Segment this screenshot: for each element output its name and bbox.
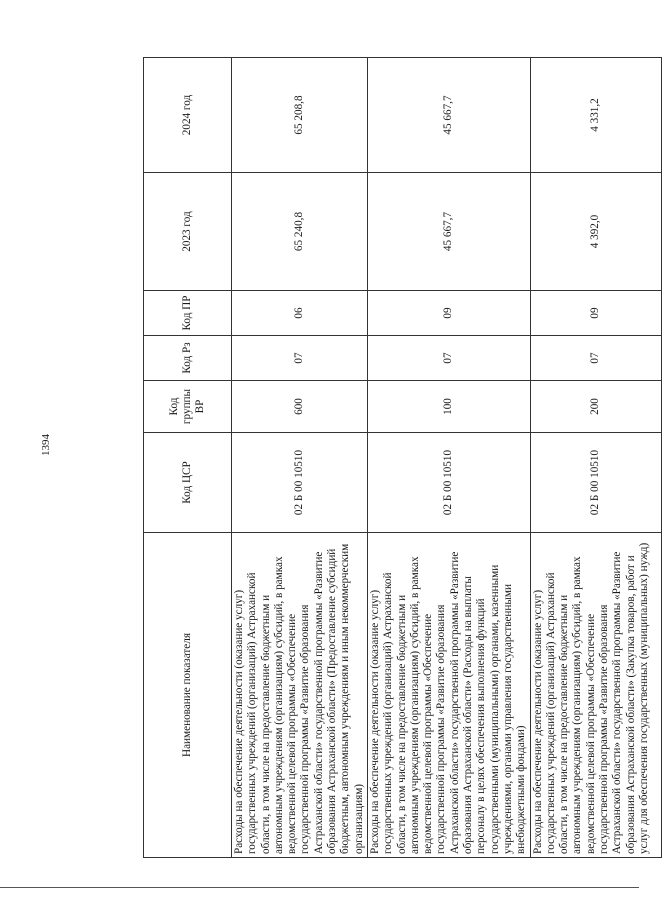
- header-name: Наименование показателя: [144, 533, 232, 858]
- cell-csr: 02 Б 00 10510: [367, 433, 530, 533]
- bottom-rule: [0, 887, 639, 888]
- cell-rz: 07: [367, 336, 530, 381]
- cell-name: Расходы на обеспечение деятельности (оказание услуг) государственных учреждений (организаций) Астраханской области, в том числе на предоставление бюджетным и автономным учреждениям (организациям) субсидий, в рамках ведомственной целевой программы «Обеспечение государственной программы «Развитие образования Астраханской области» государственной программы «Развитие образования Астраханской области» (Закупка товаров, работ и услуг для обеспечения государственных (муниципальных) нужд): [530, 533, 661, 858]
- cell-2024: 45 667,7: [367, 58, 530, 173]
- budget-table: [143, 57, 662, 858]
- header-vr: Код группы ВР: [144, 381, 232, 433]
- cell-vr: 200: [530, 381, 661, 433]
- cell-name: Расходы на обеспечение деятельности (оказание услуг) государственных учреждений (организаций) Астраханской области, в том числе на предоставление бюджетным и автономным учреждениям (организациям) субсидий, в рамках ведомственной целевой программы «Обеспечение государственной программы «Развитие образования Астраханской области» государственной программы «Развитие образования Астраханской области» (Расходы на выплаты персоналу в целях обеспечения выполнения функций государственными (муниципальными) органами, казенными учреждениями, органами управления государственными внебюджетными фондами): [367, 533, 530, 858]
- header-2024: 2024 год: [144, 58, 232, 173]
- cell-pr: 09: [367, 291, 530, 336]
- cell-rz: 07: [530, 336, 661, 381]
- table-row: [367, 58, 530, 858]
- header-rz: Код Рз: [144, 336, 232, 381]
- cell-2024: 65 208,8: [232, 58, 368, 173]
- cell-2024: 4 331,2: [530, 58, 661, 173]
- cell-2023: 65 240,8: [232, 173, 368, 291]
- header-2023: 2023 год: [144, 173, 232, 291]
- cell-rz: 07: [232, 336, 368, 381]
- rotated-table-container: [143, 58, 650, 858]
- cell-vr: 600: [232, 381, 368, 433]
- cell-pr: 09: [530, 291, 661, 336]
- cell-name: Расходы на обеспечение деятельности (оказание услуг) государственных учреждений (организаций) Астраханской области, в том числе на предоставление бюджетным и автономным учреждениям (организациям) субсидий, в рамках ведомственной целевой программы «Обеспечение государственной программы «Развитие образования Астраханской области» государственной программы «Развитие образования Астраханской области» (Предоставление субсидий бюджетным, автономным учреждениям и иным некоммерческим организациям): [232, 533, 368, 858]
- table-header-row: [144, 58, 232, 858]
- header-csr: Код ЦСР: [144, 433, 232, 533]
- cell-vr: 100: [367, 381, 530, 433]
- header-pr: Код ПР: [144, 291, 232, 336]
- cell-csr: 02 Б 00 10510: [232, 433, 368, 533]
- cell-pr: 06: [232, 291, 368, 336]
- cell-2023: 45 667,7: [367, 173, 530, 291]
- table-row: [232, 58, 368, 858]
- table-row: [530, 58, 661, 858]
- cell-csr: 02 Б 00 10510: [530, 433, 661, 533]
- cell-2023: 4 392,0: [530, 173, 661, 291]
- page-number: 1394: [40, 434, 52, 456]
